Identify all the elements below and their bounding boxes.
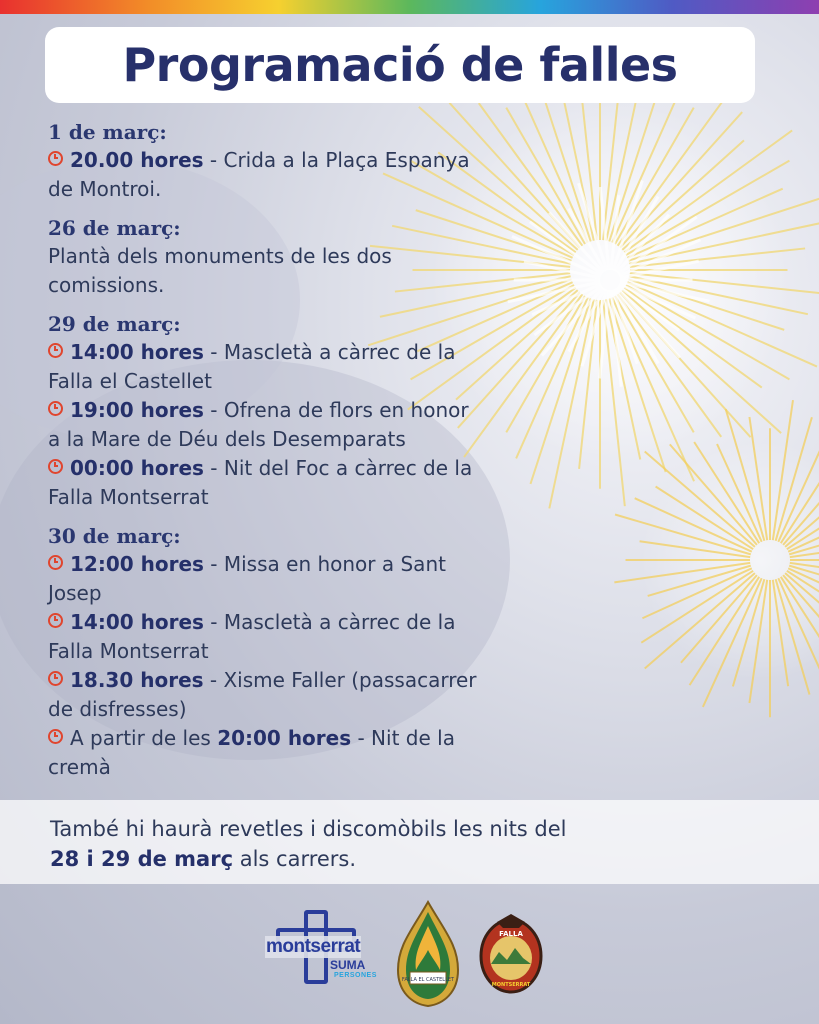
event-text: - Mascletà a càrrec de la: [203, 340, 456, 364]
event-text-cont: Josep: [48, 581, 102, 605]
day-date: 30 de març:: [48, 524, 181, 548]
event-time: 14:00 hores: [70, 610, 204, 634]
footer-note: [50, 814, 770, 874]
montserrat-suma-logo: [262, 910, 377, 990]
schedule-day: [48, 522, 608, 782]
event-time: 20.00 hores: [70, 148, 204, 172]
event-text: - Crida a la Plaça Espanya: [203, 148, 470, 172]
event-text-cont: de Montroi.: [48, 177, 162, 201]
event-text: - Nit de la: [351, 726, 455, 750]
event-text: - Missa en honor a Sant: [203, 552, 446, 576]
schedule-day: [48, 118, 608, 204]
castellet-label: FALLA EL CASTELLET: [401, 977, 455, 983]
footer-rest: als carrers.: [233, 847, 357, 871]
event-time: 18.30 hores: [70, 668, 204, 692]
montserrat-logo-top: FALLA: [499, 930, 523, 938]
event-line: [48, 242, 608, 271]
schedule-day: [48, 214, 608, 300]
clock-icon: [48, 729, 63, 744]
event-text-cont: de disfresses): [48, 697, 187, 721]
event-line: [48, 608, 608, 637]
footer-dates: 28 i 29 de març: [50, 847, 234, 871]
event-line: [48, 454, 608, 483]
event-text-cont: a la Mare de Déu dels Desemparats: [48, 427, 406, 451]
schedule: [48, 118, 608, 792]
event-text-cont: Falla Montserrat: [48, 639, 209, 663]
event-time: 14:00 hores: [70, 340, 204, 364]
logo-suma: SUMA: [330, 958, 366, 972]
clock-icon: [48, 151, 63, 166]
event-time: 19:00 hores: [70, 398, 204, 422]
event-text-cont: cremà: [48, 755, 111, 779]
footer-line-2: [50, 844, 770, 874]
event-time: 20:00 hores: [217, 726, 352, 750]
event-text-cont: comissions.: [48, 273, 165, 297]
event-line: [48, 724, 608, 753]
event-time: 00:00 hores: [70, 456, 204, 480]
title-box: [45, 27, 755, 103]
event-line: [48, 666, 608, 695]
event-text: - Xisme Faller (passacarrer: [203, 668, 477, 692]
day-date: 1 de març:: [48, 120, 167, 144]
schedule-day: [48, 310, 608, 512]
montserrat-logo-bottom: MONTSERRAT: [491, 982, 531, 988]
logo-word: montserrat: [266, 936, 361, 957]
page-title: Programació de falles: [122, 38, 678, 92]
event-time: 12:00 hores: [70, 552, 204, 576]
event-line: [48, 146, 608, 175]
event-text: Plantà dels monuments de les dos: [48, 244, 392, 268]
event-line: [48, 550, 608, 579]
event-prefix: A partir de les: [70, 726, 218, 750]
event-text: - Ofrena de flors en honor: [203, 398, 469, 422]
event-text: - Mascletà a càrrec de la: [203, 610, 456, 634]
logo-persones: PERSONES: [334, 972, 377, 979]
falla-castellet-logo: [392, 900, 464, 1008]
event-text-cont: Falla el Castellet: [48, 369, 212, 393]
day-date: 26 de març:: [48, 216, 181, 240]
event-line: [48, 396, 608, 425]
day-date: 29 de març:: [48, 312, 181, 336]
event-text-cont: Falla Montserrat: [48, 485, 209, 509]
clock-icon: [48, 343, 63, 358]
event-text: - Nit del Foc a càrrec de la: [203, 456, 473, 480]
clock-icon: [48, 613, 63, 628]
logos: [262, 900, 562, 1010]
falla-montserrat-logo: [477, 912, 545, 996]
clock-icon: [48, 401, 63, 416]
clock-icon: [48, 671, 63, 686]
clock-icon: [48, 555, 63, 570]
footer-line-1: També hi haurà revetles i discomòbils les nits del: [50, 817, 567, 841]
clock-icon: [48, 459, 63, 474]
event-line: [48, 338, 608, 367]
